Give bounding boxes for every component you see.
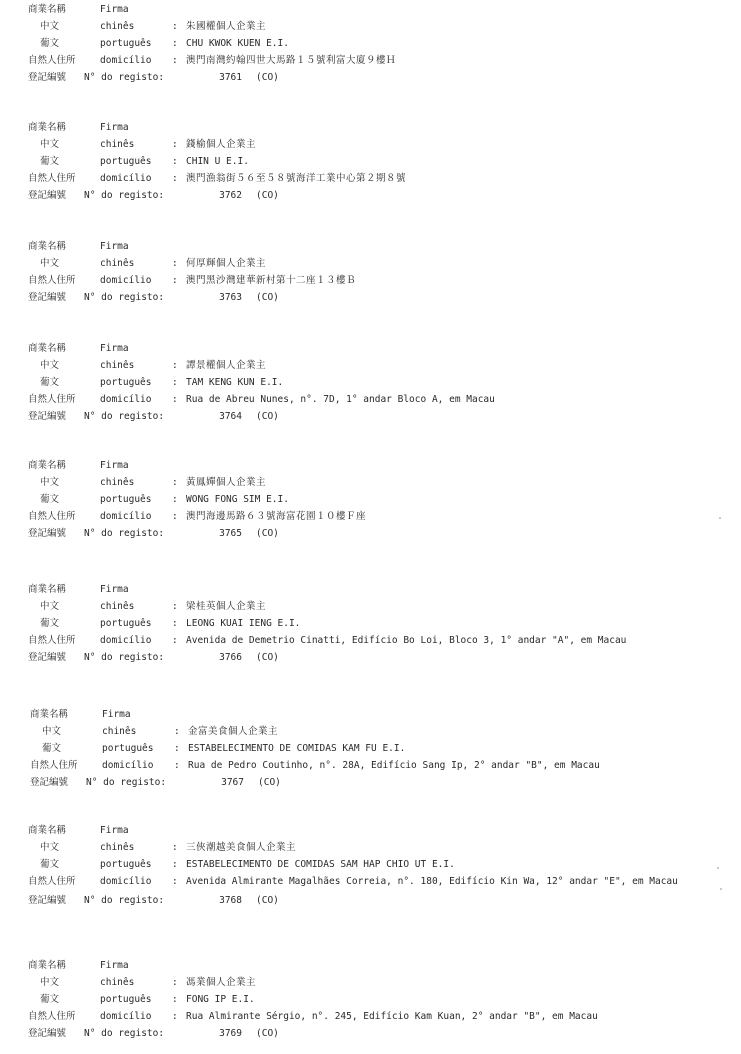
separator: : [172, 156, 178, 167]
firm-name-chinese: 馮業個人企業主 [186, 977, 257, 988]
registry-number-row [28, 525, 741, 542]
portuguese-label-zh: 葡文 [40, 994, 60, 1005]
chinese-label-zh: 中文 [42, 726, 62, 737]
domicile-label-pt: domicílio [100, 511, 152, 522]
chinese-name-row [28, 974, 741, 991]
separator: : [172, 477, 178, 488]
firm-header-row [28, 581, 741, 598]
registry-label-zh: 登記編號 [28, 411, 67, 422]
registry-label-zh: 登記編號 [28, 1028, 67, 1039]
separator: : [172, 876, 178, 887]
firm-name-chinese: 何厚輝個人企業主 [186, 258, 267, 269]
firm-label-pt: Firma [100, 343, 129, 354]
registry-entry [28, 340, 741, 425]
registry-label-zh: 登記編號 [30, 777, 69, 788]
firm-name-portuguese: WONG FONG SIM E.I. [186, 494, 289, 505]
firm-label-pt: Firma [100, 122, 129, 133]
domicile-address: 澳門南灣約翰四世大馬路１５號利富大廈９樓Ｈ [186, 55, 397, 66]
portuguese-label-zh: 葡文 [40, 859, 60, 870]
firm-label-zh: 商業名稱 [28, 825, 67, 836]
domicile-row [28, 170, 741, 187]
domicile-address: Rua de Abreu Nunes, n°. 7D, 1° andar Bloco A, em Macau [186, 394, 495, 405]
firm-header-row [28, 957, 741, 974]
firm-name-portuguese: ESTABELECIMENTO DE COMIDAS SAM HAP CHIO UT E.I. [186, 859, 455, 870]
chinese-label-pt: chinês [102, 726, 137, 737]
domicile-address: Avenida Almirante Magalhães Correia, n°. 180, Edifício Kin Wa, 12° andar "E", em Macau [186, 876, 678, 887]
registry-number: 3762 [219, 190, 242, 201]
registry-number-row [28, 649, 741, 666]
domicile-label-zh: 自然人住所 [28, 1011, 76, 1022]
firm-label-pt: Firma [100, 460, 129, 471]
firm-name-chinese: 三俠潮越美食個人企業主 [186, 842, 297, 853]
domicile-row [28, 391, 741, 408]
portuguese-label-zh: 葡文 [40, 618, 60, 629]
firm-label-zh: 商業名稱 [28, 960, 67, 971]
separator: : [172, 275, 178, 286]
domicile-label-pt: domicílio [100, 394, 152, 405]
domicile-label-pt: domicílio [100, 173, 152, 184]
registry-label-pt: N° do registo: [84, 411, 165, 422]
separator: : [172, 394, 178, 405]
scan-speck [720, 888, 722, 890]
registry-number: 3769 [219, 1028, 242, 1039]
firm-name-chinese: 梁桂英個人企業主 [186, 601, 267, 612]
domicile-label-zh: 自然人住所 [30, 760, 78, 771]
registry-number: 3766 [219, 652, 242, 663]
portuguese-name-row [30, 740, 741, 757]
separator: : [172, 21, 178, 32]
registry-label-zh: 登記編號 [28, 528, 67, 539]
registry-label-zh: 登記編號 [28, 190, 67, 201]
chinese-name-row [28, 136, 741, 153]
firm-name-portuguese: LEONG KUAI IENG E.I. [186, 618, 301, 629]
registry-suffix: (CO) [256, 292, 279, 303]
portuguese-label-pt: português [100, 494, 152, 505]
registry-number-row [28, 187, 741, 204]
registry-number: 3764 [219, 411, 242, 422]
registry-label-pt: N° do registo: [86, 777, 167, 788]
portuguese-label-zh: 葡文 [40, 38, 60, 49]
chinese-name-row [28, 357, 741, 374]
registry-label-pt: N° do registo: [84, 292, 165, 303]
registry-label-zh: 登記編號 [28, 72, 67, 83]
registry-number: 3761 [219, 72, 242, 83]
portuguese-label-zh: 葡文 [42, 743, 62, 754]
registry-number-row [30, 774, 741, 791]
domicile-label-pt: domicílio [102, 760, 154, 771]
registry-label-pt: N° do registo: [84, 1028, 165, 1039]
portuguese-name-row [28, 374, 741, 391]
domicile-address: Avenida de Demetrio Cinatti, Edifício Bo Loi, Bloco 3, 1° andar "A", em Macau [186, 635, 627, 646]
registry-label-zh: 登記編號 [28, 895, 67, 906]
firm-label-pt: Firma [100, 241, 129, 252]
registry-entry [28, 822, 741, 909]
registry-entry [28, 1, 741, 86]
registry-label-zh: 登記編號 [28, 292, 67, 303]
portuguese-label-pt: português [100, 156, 152, 167]
separator: : [172, 842, 178, 853]
firm-header-row [28, 119, 741, 136]
firm-name-portuguese: TAM KENG KUN E.I. [186, 377, 284, 388]
domicile-row [28, 272, 741, 289]
registry-number-row [28, 69, 741, 86]
domicile-label-zh: 自然人住所 [28, 876, 76, 887]
domicile-row [30, 757, 741, 774]
portuguese-label-pt: português [100, 377, 152, 388]
registry-suffix: (CO) [256, 528, 279, 539]
separator: : [172, 618, 178, 629]
separator: : [172, 139, 178, 150]
separator: : [174, 726, 180, 737]
firm-header-row [28, 340, 741, 357]
chinese-label-zh: 中文 [40, 360, 60, 371]
portuguese-label-pt: português [102, 743, 154, 754]
registry-label-pt: N° do registo: [84, 528, 165, 539]
firm-name-chinese: 錢榆個人企業主 [186, 139, 257, 150]
domicile-label-pt: domicílio [100, 1011, 152, 1022]
registry-number-row [28, 892, 741, 909]
chinese-label-zh: 中文 [40, 258, 60, 269]
registry-label-pt: N° do registo: [84, 72, 165, 83]
domicile-address: 澳門海邊馬路６３號海富花園１０樓Ｆ座 [186, 511, 367, 522]
domicile-label-zh: 自然人住所 [28, 511, 76, 522]
chinese-name-row [28, 598, 741, 615]
chinese-label-pt: chinês [100, 977, 135, 988]
firm-header-row [28, 457, 741, 474]
portuguese-label-zh: 葡文 [40, 494, 60, 505]
chinese-name-row [30, 723, 741, 740]
chinese-name-row [28, 255, 741, 272]
domicile-label-pt: domicílio [100, 876, 152, 887]
domicile-label-pt: domicílio [100, 55, 152, 66]
domicile-row [28, 52, 741, 69]
chinese-name-row [28, 18, 741, 35]
domicile-label-pt: domicílio [100, 635, 152, 646]
registry-suffix: (CO) [256, 190, 279, 201]
firm-label-zh: 商業名稱 [28, 241, 67, 252]
chinese-name-row [28, 474, 741, 491]
registry-number: 3763 [219, 292, 242, 303]
firm-label-zh: 商業名稱 [28, 584, 67, 595]
portuguese-label-pt: português [100, 994, 152, 1005]
portuguese-name-row [28, 35, 741, 52]
registry-label-pt: N° do registo: [84, 895, 165, 906]
separator: : [172, 494, 178, 505]
chinese-label-zh: 中文 [40, 842, 60, 853]
firm-label-zh: 商業名稱 [30, 709, 69, 720]
chinese-name-row [28, 839, 741, 856]
firm-name-chinese: 朱國權個人企業主 [186, 21, 267, 32]
portuguese-label-zh: 葡文 [40, 156, 60, 167]
registry-number: 3768 [219, 895, 242, 906]
firm-name-chinese: 金富美食個人企業主 [188, 726, 279, 737]
firm-label-pt: Firma [100, 584, 129, 595]
domicile-address: Rua Almirante Sérgio, n°. 245, Edifício Kam Kuan, 2° andar "B", em Macau [186, 1011, 598, 1022]
portuguese-label-zh: 葡文 [40, 377, 60, 388]
domicile-label-pt: domicílio [100, 275, 152, 286]
chinese-label-zh: 中文 [40, 477, 60, 488]
separator: : [174, 743, 180, 754]
firm-label-zh: 商業名稱 [28, 4, 67, 15]
registry-suffix: (CO) [256, 1028, 279, 1039]
scan-speck [717, 867, 719, 869]
separator: : [172, 994, 178, 1005]
registry-entry [28, 457, 741, 542]
domicile-row [28, 632, 741, 649]
firm-label-pt: Firma [100, 960, 129, 971]
domicile-label-zh: 自然人住所 [28, 173, 76, 184]
firm-label-pt: Firma [100, 4, 129, 15]
registry-suffix: (CO) [258, 777, 281, 788]
chinese-label-pt: chinês [100, 258, 135, 269]
firm-header-row [28, 1, 741, 18]
portuguese-name-row [28, 991, 741, 1008]
chinese-label-pt: chinês [100, 477, 135, 488]
registry-entry [30, 706, 741, 791]
portuguese-label-pt: português [100, 38, 152, 49]
firm-name-portuguese: CHU KWOK KUEN E.I. [186, 38, 289, 49]
registry-suffix: (CO) [256, 895, 279, 906]
chinese-label-zh: 中文 [40, 139, 60, 150]
firm-name-portuguese: ESTABELECIMENTO DE COMIDAS KAM FU E.I. [188, 743, 406, 754]
registry-entry [28, 119, 741, 204]
registry-number: 3765 [219, 528, 242, 539]
firm-name-portuguese: FONG IP E.I. [186, 994, 255, 1005]
domicile-label-zh: 自然人住所 [28, 394, 76, 405]
portuguese-name-row [28, 615, 741, 632]
chinese-label-pt: chinês [100, 601, 135, 612]
registry-suffix: (CO) [256, 72, 279, 83]
portuguese-label-pt: português [100, 859, 152, 870]
separator: : [172, 601, 178, 612]
firm-label-zh: 商業名稱 [28, 460, 67, 471]
separator: : [172, 173, 178, 184]
separator: : [172, 511, 178, 522]
separator: : [172, 977, 178, 988]
portuguese-name-row [28, 491, 741, 508]
firm-name-chinese: 黃鳳嬋個人企業主 [186, 477, 267, 488]
separator: : [174, 760, 180, 771]
registry-entry [28, 238, 741, 306]
registry-suffix: (CO) [256, 411, 279, 422]
chinese-label-pt: chinês [100, 21, 135, 32]
firm-header-row [30, 706, 741, 723]
registry-suffix: (CO) [256, 652, 279, 663]
registry-number-row [28, 289, 741, 306]
domicile-row [28, 873, 741, 890]
domicile-row [28, 1008, 741, 1025]
firm-name-portuguese: CHIN U E.I. [186, 156, 249, 167]
chinese-label-pt: chinês [100, 139, 135, 150]
firm-header-row [28, 238, 741, 255]
separator: : [172, 360, 178, 371]
domicile-address: 澳門漁翁街５６至５８號海洋工業中心第２期８號 [186, 173, 407, 184]
firm-label-zh: 商業名稱 [28, 343, 67, 354]
chinese-label-zh: 中文 [40, 977, 60, 988]
registry-label-zh: 登記編號 [28, 652, 67, 663]
separator: : [172, 55, 178, 66]
registry-entry [28, 581, 741, 666]
registry-entry [28, 957, 741, 1042]
chinese-label-zh: 中文 [40, 21, 60, 32]
chinese-label-pt: chinês [100, 360, 135, 371]
domicile-label-zh: 自然人住所 [28, 275, 76, 286]
firm-label-pt: Firma [100, 825, 129, 836]
chinese-label-pt: chinês [100, 842, 135, 853]
firm-name-chinese: 譚景權個人企業主 [186, 360, 267, 371]
domicile-address: Rua de Pedro Coutinho, n°. 28A, Edifício Sang Ip, 2° andar "B", em Macau [188, 760, 600, 771]
portuguese-name-row [28, 153, 741, 170]
separator: : [172, 38, 178, 49]
registry-number-row [28, 408, 741, 425]
domicile-label-zh: 自然人住所 [28, 635, 76, 646]
separator: : [172, 377, 178, 388]
registry-label-pt: N° do registo: [84, 652, 165, 663]
firm-header-row [28, 822, 741, 839]
portuguese-name-row [28, 856, 741, 873]
portuguese-label-pt: português [100, 618, 152, 629]
chinese-label-zh: 中文 [40, 601, 60, 612]
domicile-address: 澳門黑沙灣建華新村第十二座１３樓Ｂ [186, 275, 357, 286]
firm-label-pt: Firma [102, 709, 131, 720]
separator: : [172, 635, 178, 646]
separator: : [172, 859, 178, 870]
registry-number-row [28, 1025, 741, 1042]
firm-label-zh: 商業名稱 [28, 122, 67, 133]
domicile-row [28, 508, 741, 525]
registry-label-pt: N° do registo: [84, 190, 165, 201]
domicile-label-zh: 自然人住所 [28, 55, 76, 66]
separator: : [172, 258, 178, 269]
registry-number: 3767 [221, 777, 244, 788]
separator: : [172, 1011, 178, 1022]
scan-speck [719, 517, 721, 519]
